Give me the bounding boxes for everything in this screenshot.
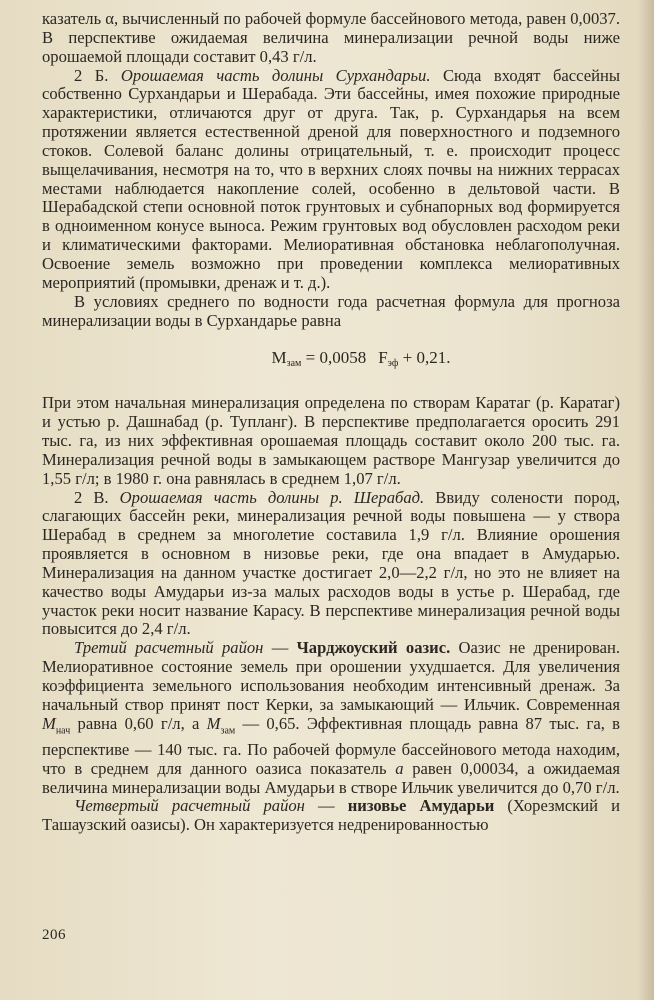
district-text: (Хорезмский и Ташаузский оазисы). Он характеризуется недренированностью (42, 796, 620, 835)
section-text: Сюда входят бассейны собственно Сурхандарьи и Шерабада. Эти бассейны, имея похожие природные характеристики, отличаются друг от друга. Так, р. Сурхандарья на всем протяжении является естественной дреной для поверхностного и подземного стоков. Солевой баланс долины отрицательный, т. е. происходит процесс выщелачивания, несмотря на то, что в верхних слоях почвы на нижних террасах местами наблюдается накопление солей, особенно в дельтовой части. В Шерабадской степи основной поток грунтовых и субнапорных вод формируется в одноименном конусе выноса. Режим грунтовых вод обусловлен расходом реки и климатическими факторами. Мелиоративная обстановка неблагополучная. Освоение земель возможно при проведении комплекса мелиоративных мероприятий (промывки, дренаж и т. д.). (42, 65, 620, 292)
formula-lhs: M (271, 348, 287, 368)
page-number: 206 (42, 927, 66, 943)
symbol-m-zam-subscript: зам (220, 725, 236, 736)
paragraph-after-formula: При этом начальная минерализация определена по створам Каратаг (р. Каратаг) и устью р. Дашнабад (р. Тупланг). В перспективе предполагается оросить 291 тыс. га, из них эффективная орошаемая площадь составит около 200 тыс. га. Минерализация речной воды в замыкающем растворе Мангузар увеличится до 1,55 г/л; в 1980 г. она равнялась в среднем 1,07 г/л. (42, 393, 620, 488)
dash: — (304, 796, 348, 816)
paragraph-intro: казатель α, вычисленный по рабочей формуле бассейнового метода, равен 0,0037. В перспективе ожидаемая величина минерализации речной воды ниже орошаемой площади составит 0,43 г/л. (42, 9, 620, 66)
section-title: Орошаемая часть долины р. Шерабад. (119, 487, 425, 507)
district-text: равен 0,00034, а ожидаемая величина минерализации воды Амударьи в створе Ильчик увеличится до 0,70 г/л. (42, 758, 621, 797)
district-label: Третий расчетный район (74, 638, 264, 658)
symbol-m-nach: M (42, 713, 56, 733)
district-text: Оазис не дренирован. Мелиоративное состояние земель при орошении ухудшается. Для увеличения коэффициента земельного использования необходим интенсивный дренаж. За начальный створ принят пост Керки, за замыкающий — Ильчик. Современная (42, 638, 621, 714)
formula-coefficient: = 0,0058 (305, 348, 367, 368)
district-text: равна 0,60 г/л, а (70, 713, 207, 733)
symbol-a: a (395, 758, 404, 778)
formula-f-subscript: эф (387, 358, 399, 370)
paragraph-formula-intro: В условиях среднего по водности года расчетная формула для прогноза минерализации воды в Сурхандарье равна (42, 291, 620, 330)
section-number: 2 В. (74, 487, 109, 507)
formula-lhs-subscript: зам (286, 358, 302, 370)
formula (102, 348, 620, 374)
paragraph-district-3 (42, 639, 620, 797)
paragraph-section-2v (42, 489, 620, 640)
paragraph-section-2b (42, 67, 620, 293)
dash: — (263, 638, 297, 658)
district-label: Четвертый расчетный район (74, 796, 305, 816)
section-text: Ввиду солености пород, слагающих бассейн реки, минерализация речной воды повышена — у створа Шерабад в среднем за многолетие составила 1,9 г/л. Влияние орошения проявляется в основном в низовье реки, где она впадает в Амударью. Минерализация на данном участке достигает 2,0—2,2 г/л, но это не влияет на качество воды Амударьи из-за малых расходов воды в устье р. Шерабад, где участок реки носит название Карасу. В перспективе минерализация речной воды повысится до 2,4 г/л. (42, 487, 620, 639)
section-number: 2 Б. (74, 65, 109, 85)
symbol-m-nach-subscript: нач (55, 725, 71, 736)
section-title: Орошаемая часть долины Сурхандарьи. (120, 65, 431, 85)
district-name: Чарджоуский оазис. (296, 638, 451, 658)
formula-constant: + 0,21. (402, 348, 451, 368)
symbol-m-zam: M (206, 713, 221, 733)
formula-f: F (378, 348, 388, 368)
district-name: низовье Амударьи (347, 796, 495, 816)
district-text: — 0,65. Эффективная площадь равна 87 тыс. га, в перспективе — 140 тыс. га. По рабочей формуле бассейнового метода находим, что в среднем для данного оазиса показатель (42, 713, 621, 778)
paragraph-district-4 (42, 797, 620, 835)
